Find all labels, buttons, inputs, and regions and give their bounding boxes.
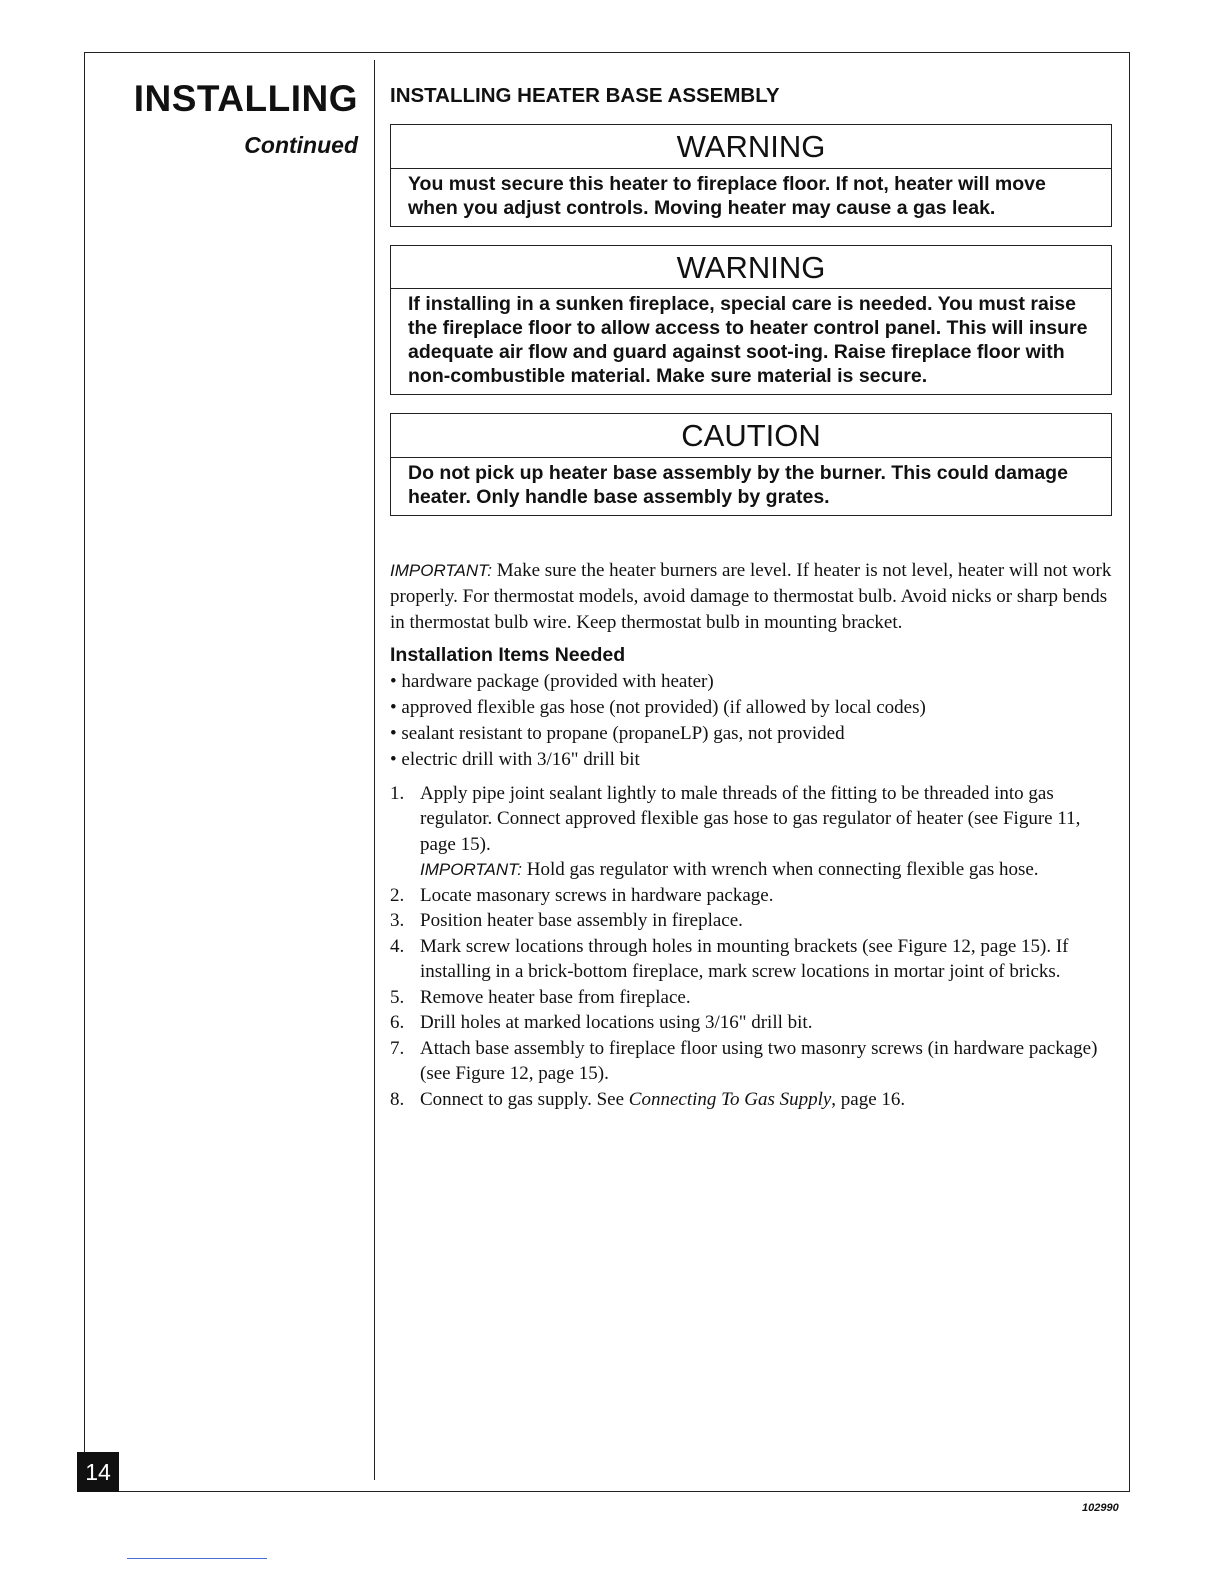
warning-text: You must secure this heater to fireplace floor. If not, heater will move when you adjust controls. Moving heater may cause a gas leak. — [408, 172, 1046, 219]
step-number: 7. — [390, 1037, 405, 1059]
step-item — [390, 1010, 1112, 1036]
step-text: , page 16. — [831, 1088, 906, 1110]
step-text: Position heater base assembly in fireplace. — [420, 910, 743, 932]
step-item — [390, 908, 1112, 934]
step-text: Connect to gas supply. See — [420, 1088, 629, 1110]
step-item — [390, 883, 1112, 909]
list-item: • hardware package (provided with heater) — [390, 670, 714, 692]
step-number: 2. — [390, 884, 405, 906]
list-item: • sealant resistant to propane (propaneLP) gas, not provided — [390, 722, 845, 744]
step-text: Remove heater base from fireplace. — [420, 986, 691, 1008]
step-item — [390, 1036, 1112, 1087]
warning-title: WARNING — [391, 125, 1111, 169]
items-heading: Installation Items Needed — [390, 643, 626, 666]
step-number: 6. — [390, 1012, 405, 1034]
note-text: Hold gas regulator with wrench when connecting flexible gas hose. — [526, 859, 1039, 881]
step-number: 5. — [390, 986, 405, 1008]
step-item — [390, 934, 1112, 985]
step-text: Mark screw locations through holes in mounting brackets (see Figure 12, page 15). If installing in a brick-bottom fireplace, mark screw locations in mortar joint of bricks. — [420, 935, 1069, 983]
warning-text: If installing in a sunken fireplace, special care is needed. You must raise the fireplace floor to allow access to heater control panel. This will insure adequate air flow and guard against soot-ing. Raise fireplace floor with non-combustible material. Make sure material is secure. — [408, 293, 1088, 388]
items-list — [390, 669, 1112, 773]
warning-box — [390, 245, 1112, 396]
document-code: 102990 — [1082, 1502, 1119, 1514]
page-frame-bottom — [84, 1491, 1130, 1492]
important-label: IMPORTANT: — [390, 560, 492, 580]
step-text: Apply pipe joint sealant lightly to male threads of the fitting to be threaded into gas regulator. Connect approved flexible gas hose to gas regulator of heater (see Figure 11, page 15). — [420, 782, 1081, 855]
step-item — [390, 985, 1112, 1011]
steps-list — [390, 781, 1112, 1113]
step-number: 1. — [390, 782, 405, 804]
important-text: Make sure the heater burners are level. If heater is not level, heater will not work properly. For thermostat models, avoid damage to thermostat bulb. Avoid nicks or sharp bends in thermostat bulb wire. Keep thermostat bulb in mounting bracket. — [390, 559, 1112, 633]
section-title: INSTALLING — [133, 78, 358, 119]
list-item: • approved flexible gas hose (not provided) (if allowed by local codes) — [390, 696, 926, 718]
cross-reference-link: Connecting To Gas Supply — [628, 1088, 832, 1110]
note-label: IMPORTANT: — [420, 860, 522, 880]
warning-title: WARNING — [391, 246, 1111, 290]
page-number-badge: 14 — [77, 1452, 119, 1492]
page-heading: INSTALLING HEATER BASE ASSEMBLY — [390, 84, 780, 107]
step-number: 3. — [390, 910, 405, 932]
step-body — [420, 1087, 1112, 1113]
warning-box — [390, 124, 1112, 227]
scan-artifact-line — [127, 1558, 267, 1559]
column-divider — [374, 60, 375, 1480]
step-body — [420, 781, 1112, 883]
step-text: Drill holes at marked locations using 3/16" drill bit. — [420, 1012, 813, 1034]
caution-box — [390, 413, 1112, 516]
step-number: 8. — [390, 1088, 405, 1110]
page-frame-top — [84, 52, 1130, 53]
step-number: 4. — [390, 935, 405, 957]
important-paragraph — [390, 558, 1112, 636]
page-frame-left — [84, 52, 85, 1492]
main-content — [390, 84, 1112, 1112]
step-text: Attach base assembly to fireplace floor using two masonry screws (in hardware package) (see Figure 12, page 15). — [420, 1037, 1098, 1085]
step-note — [420, 857, 1112, 883]
step-text: Locate masonary screws in hardware package. — [420, 884, 774, 906]
list-item: • electric drill with 3/16" drill bit — [390, 748, 640, 770]
caution-text: Do not pick up heater base assembly by the burner. This could damage heater. Only handle base assembly by grates. — [408, 461, 1068, 508]
page-frame-right — [1129, 52, 1130, 1492]
section-subtitle: Continued — [244, 132, 358, 158]
step-item — [390, 1087, 1112, 1113]
step-item — [390, 781, 1112, 883]
caution-title: CAUTION — [391, 414, 1111, 458]
